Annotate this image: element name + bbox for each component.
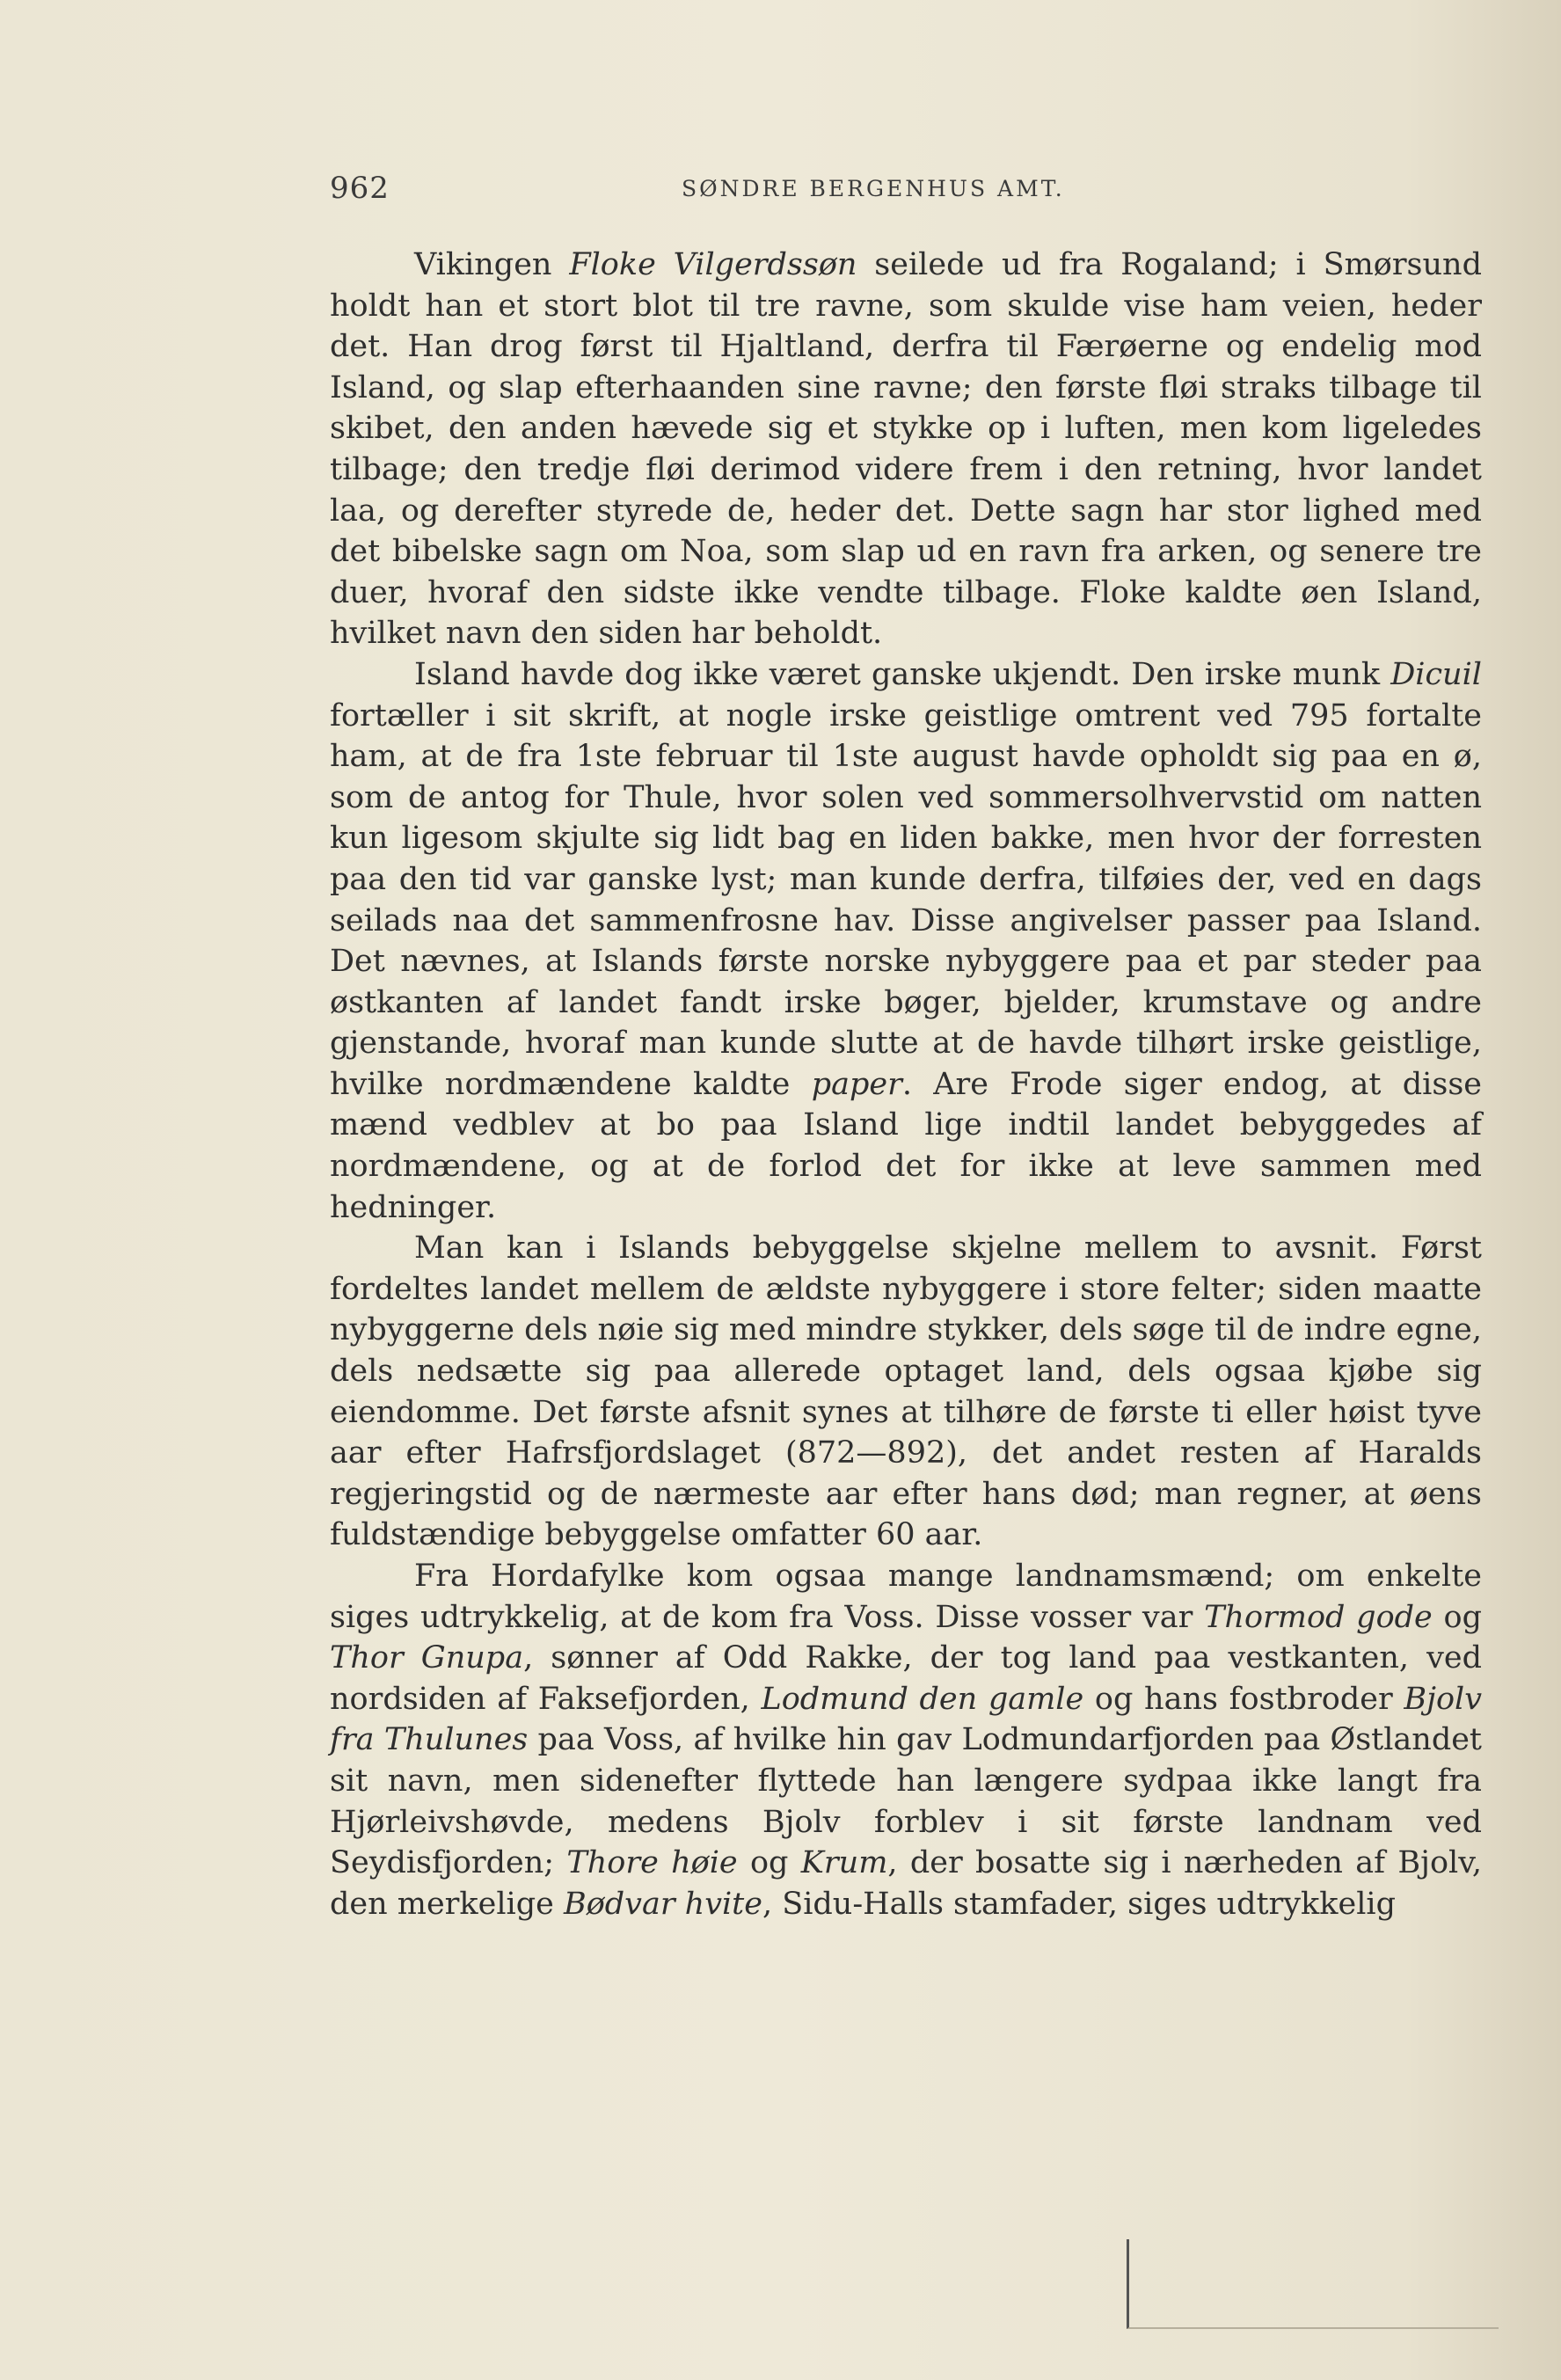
text-run: Island havde dog ikke været ganske ukjendt. Den irske munk — [414, 656, 1391, 692]
page-header — [330, 171, 1482, 215]
text-run: , Sidu-Halls stamfader, siges udtrykkelig — [762, 1886, 1396, 1922]
text-run: . Are Frode siger endog, at disse mænd vedblev at bo paa Island lige indtil landet bebyggedes af nordmændene, og at de forlod det for ikke at leve sammen med hedninger. — [330, 1066, 1483, 1225]
italic-term: Krum — [800, 1845, 888, 1881]
italic-term: Lodmund den gamle — [761, 1681, 1084, 1717]
italic-term: Thor Gnupa — [330, 1640, 524, 1676]
text-run: og hans fostbroder — [1083, 1681, 1404, 1717]
paragraph — [330, 1228, 1482, 1556]
text-run: Fra Hordafylke kom ogsaa mange landnamsmænd; om enkelte siges udtrykkelig, at de kom fra Voss. Disse vosser var — [330, 1559, 1482, 1635]
text-run: Man kan i Islands bebyggelse skjelne mellem to avsnit. Først fordeltes landet mellem de ældste nybyggere i store felter; siden maatte nybyggerne dels nøie sig med mindre stykker, dels søge til de indre egne, dels nedsætte sig paa allerede optaget land, dels ogsaa kjøbe sig eiendomme. Det første afsnit synes at tilhøre de første ti eller høist tyve aar efter Hafrsfjordslaget (872—892), det andet resten af Haralds regjeringstid og de nærmeste aar efter hans død; man regner, at øens fuldstændige bebyggelse omfatter 60 aar. — [330, 1230, 1482, 1553]
text-run: , sønner af Odd Rakke, der tog land paa vestkanten, ved nordsiden af Faksefjorden, — [330, 1640, 1482, 1717]
text-run: seilede ud fra Rogaland; i Smørsund holdt han et stort blot til tre ravne, som skulde vise ham veien, heder det. Han drog først til Hjaltland, derfra til Færøerne og endelig mod Island, og slap efterhaanden sine ravne; den første fløi straks tilbage til skibet, den anden hævede sig et stykke op i luften, men kom ligeledes tilbage; den tredje fløi derimod videre frem i den retning, hvor landet laa, og derefter styrede de, heder det. Dette sagn har stor lighed med det bibelske sagn om Noa, som slap ud en ravn fra arken, og senere tre duer, hvoraf den sidste ikke vendte tilbage. Floke kaldte øen Island, hvilket navn den siden har beholdt. — [330, 247, 1483, 652]
italic-term: paper — [811, 1066, 902, 1102]
scan-edge-mark — [1127, 2239, 1499, 2329]
running-head: SØNDRE BERGENHUS AMT. — [682, 176, 1065, 201]
italic-term: Dicuil — [1390, 656, 1482, 692]
text-run: og — [1432, 1599, 1482, 1635]
text-run: fortæller i sit skrift, at nogle irske geistlige omtrent ved 795 fortalte ham, at de fra 1ste februar til 1ste august havde opholdt sig paa en ø, som de antog for Thule, hvor solen ved sommersolhvervstid om natten kun ligesom skjulte sig lidt bag en liden bakke, men hvor der forresten paa den tid var ganske lyst; man kunde derfra, tilføies der, ved en dags seilads naa det sammenfrosne hav. Disse angivelser passer paa Island. Det nævnes, at Islands første norske nybyggere paa et par steder paa østkanten af landet fandt irske bøger, bjelder, krumstave og andre gjenstande, hvoraf man kunde slutte at de havde tilhørt irske geistlige, hvilke nordmændene kaldte — [330, 697, 1482, 1102]
paragraph — [330, 245, 1482, 654]
italic-term: Thore høie — [566, 1845, 738, 1881]
italic-term: Bødvar hvite — [563, 1886, 762, 1922]
text-run: Vikingen — [414, 247, 570, 282]
text-run: , der bosatte sig i nærheden af Bjolv, den merkelige — [330, 1845, 1482, 1922]
italic-term: Floke Vilgerdssøn — [569, 247, 857, 282]
paragraph — [330, 654, 1482, 1228]
text-run: paa Voss, af hvilke hin gav Lodmundarfjorden paa Østlandet sit navn, men sidenefter flyttede han længere sydpaa ikke langt fra Hjørleivshøvde, medens Bjolv forblev i sit første landnam ved Seydisfjorden; — [330, 1722, 1483, 1881]
text-run: og — [737, 1845, 801, 1881]
body-text — [330, 245, 1482, 1924]
paragraph — [330, 1556, 1482, 1924]
page-number: 962 — [330, 171, 390, 206]
italic-term: Thormod gode — [1204, 1599, 1433, 1635]
italic-term: Bjolv fra Thulunes — [330, 1681, 1483, 1758]
